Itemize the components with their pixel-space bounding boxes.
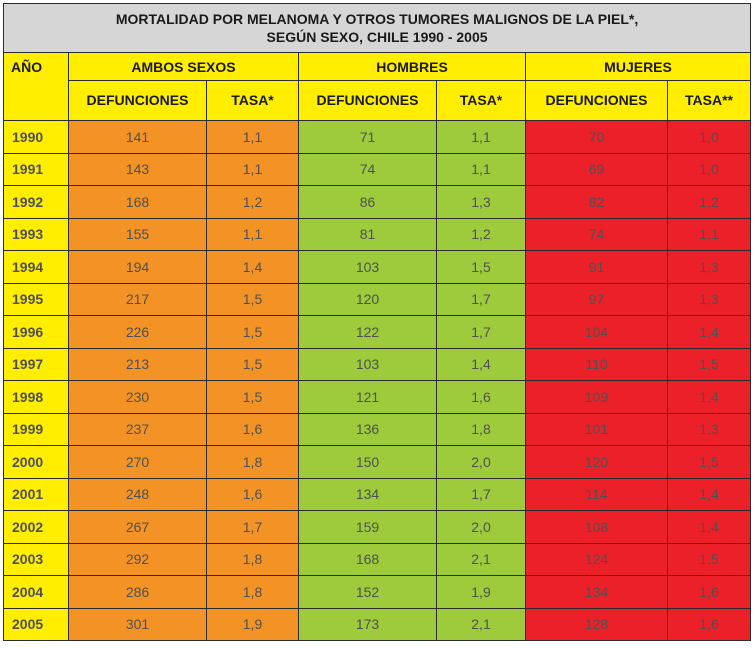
- ambos-tasa-cell: 1,1: [207, 218, 299, 251]
- hombres-defunciones-cell: 103: [299, 251, 437, 284]
- mujeres-tasa-cell: 1,6: [668, 576, 751, 609]
- hombres-defunciones-cell: 159: [299, 511, 437, 544]
- hombres-defunciones-cell: 168: [299, 543, 437, 576]
- year-cell: 1990: [4, 121, 69, 154]
- year-cell: 2001: [4, 478, 69, 511]
- mujeres-tasa-cell: 1,0: [668, 153, 751, 186]
- year-cell: 1992: [4, 186, 69, 219]
- ambos-defunciones-cell: 194: [69, 251, 207, 284]
- mujeres-tasa-cell: 1,1: [668, 218, 751, 251]
- ambos-tasa-cell: 1,4: [207, 251, 299, 284]
- hombres-tasa-cell: 1,6: [437, 381, 526, 414]
- table-row: [4, 153, 751, 186]
- table-row: [4, 348, 751, 381]
- ambos-defunciones-cell: 143: [69, 153, 207, 186]
- ambos-tasa-cell: 1,8: [207, 543, 299, 576]
- ambos-tasa-cell: 1,8: [207, 576, 299, 609]
- hombres-defunciones-cell: 136: [299, 413, 437, 446]
- mujeres-tasa-cell: 1,6: [668, 608, 751, 641]
- mujeres-tasa-cell: 1,4: [668, 381, 751, 414]
- year-cell: 2005: [4, 608, 69, 641]
- table-title-line-2: SEGÚN SEXO, CHILE 1990 - 2005: [266, 29, 488, 45]
- hombres-defunciones-cell: 152: [299, 576, 437, 609]
- hombres-defunciones-cell: 150: [299, 446, 437, 479]
- year-cell: 1999: [4, 413, 69, 446]
- hombres-tasa-cell: 2,1: [437, 543, 526, 576]
- hombres-tasa-cell: 1,5: [437, 251, 526, 284]
- year-column-header: AÑO: [4, 53, 69, 121]
- mujeres-defunciones-cell: 70: [526, 121, 668, 154]
- mujeres-tasa-cell: 1,3: [668, 413, 751, 446]
- hombres-tasa-cell: 2,0: [437, 446, 526, 479]
- year-cell: 1997: [4, 348, 69, 381]
- mujeres-tasa-cell: 1,4: [668, 316, 751, 349]
- ambos-defunciones-cell: 248: [69, 478, 207, 511]
- ambos-tasa-cell: 1,5: [207, 381, 299, 414]
- year-cell: 1993: [4, 218, 69, 251]
- hombres-defunciones-cell: 134: [299, 478, 437, 511]
- ambos-defunciones-cell: 270: [69, 446, 207, 479]
- hombres-defunciones-cell: 173: [299, 608, 437, 641]
- table-row: [4, 381, 751, 414]
- table-row: [4, 576, 751, 609]
- hombres-tasa-cell: 1,1: [437, 153, 526, 186]
- hombres-tasa-cell: 1,3: [437, 186, 526, 219]
- mujeres-defunciones-cell: 108: [526, 511, 668, 544]
- table-row: [4, 251, 751, 284]
- table-row: [4, 608, 751, 641]
- table-title: [4, 4, 751, 53]
- hombres-defunciones-cell: 81: [299, 218, 437, 251]
- ambos-tasa-cell: 1,2: [207, 186, 299, 219]
- hombres-tasa-cell: 1,8: [437, 413, 526, 446]
- ambos-tasa-cell: 1,6: [207, 413, 299, 446]
- mujeres-defunciones-cell: 82: [526, 186, 668, 219]
- ambos-defunciones-cell: 213: [69, 348, 207, 381]
- mujeres-tasa-cell: 1,5: [668, 543, 751, 576]
- year-cell: 2004: [4, 576, 69, 609]
- ambos-defunciones-cell: 168: [69, 186, 207, 219]
- mujeres-tasa-cell: 1,3: [668, 283, 751, 316]
- mortality-table-container: [3, 3, 750, 641]
- ambos-tasa-cell: 1,1: [207, 121, 299, 154]
- mortality-table: [3, 3, 751, 641]
- mujeres-defunciones-cell: 134: [526, 576, 668, 609]
- year-cell: 2002: [4, 511, 69, 544]
- ambos-defunciones-cell: 217: [69, 283, 207, 316]
- hombres-defunciones-cell: 122: [299, 316, 437, 349]
- ambos-tasa-cell: 1,1: [207, 153, 299, 186]
- group-header-hombres: HOMBRES: [299, 53, 526, 81]
- ambos-defunciones-cell: 230: [69, 381, 207, 414]
- year-cell: 1996: [4, 316, 69, 349]
- hombres-tasa-cell: 2,1: [437, 608, 526, 641]
- mujeres-defunciones-cell: 74: [526, 218, 668, 251]
- table-row: [4, 316, 751, 349]
- table-row: [4, 478, 751, 511]
- ambos-tasa-cell: 1,5: [207, 348, 299, 381]
- year-cell: 1995: [4, 283, 69, 316]
- table-row: [4, 543, 751, 576]
- hombres-defunciones-cell: 121: [299, 381, 437, 414]
- table-title-line-1: MORTALIDAD POR MELANOMA Y OTROS TUMORES MALIGNOS DE LA PIEL*,: [115, 11, 639, 27]
- ambos-defunciones-cell: 155: [69, 218, 207, 251]
- subheader-mujeres-defunciones: DEFUNCIONES: [526, 81, 668, 121]
- mujeres-defunciones-cell: 120: [526, 446, 668, 479]
- group-header-mujeres: MUJERES: [526, 53, 751, 81]
- mujeres-defunciones-cell: 104: [526, 316, 668, 349]
- ambos-defunciones-cell: 301: [69, 608, 207, 641]
- ambos-tasa-cell: 1,5: [207, 283, 299, 316]
- table-row: [4, 186, 751, 219]
- ambos-tasa-cell: 1,6: [207, 478, 299, 511]
- mujeres-defunciones-cell: 110: [526, 348, 668, 381]
- hombres-tasa-cell: 1,7: [437, 316, 526, 349]
- mujeres-tasa-cell: 1,3: [668, 251, 751, 284]
- ambos-tasa-cell: 1,7: [207, 511, 299, 544]
- mujeres-defunciones-cell: 114: [526, 478, 668, 511]
- subheader-hombres-defunciones: DEFUNCIONES: [299, 81, 437, 121]
- mujeres-tasa-cell: 1,4: [668, 478, 751, 511]
- hombres-defunciones-cell: 74: [299, 153, 437, 186]
- hombres-defunciones-cell: 86: [299, 186, 437, 219]
- table-row: [4, 446, 751, 479]
- table-row: [4, 283, 751, 316]
- ambos-defunciones-cell: 286: [69, 576, 207, 609]
- subheader-hombres-tasa: TASA*: [437, 81, 526, 121]
- ambos-defunciones-cell: 292: [69, 543, 207, 576]
- table-body: [4, 121, 751, 641]
- mujeres-defunciones-cell: 69: [526, 153, 668, 186]
- hombres-tasa-cell: 1,2: [437, 218, 526, 251]
- ambos-tasa-cell: 1,9: [207, 608, 299, 641]
- hombres-defunciones-cell: 120: [299, 283, 437, 316]
- mujeres-tasa-cell: 1,2: [668, 186, 751, 219]
- mujeres-defunciones-cell: 128: [526, 608, 668, 641]
- hombres-tasa-cell: 1,7: [437, 478, 526, 511]
- hombres-tasa-cell: 1,1: [437, 121, 526, 154]
- ambos-tasa-cell: 1,8: [207, 446, 299, 479]
- hombres-tasa-cell: 1,4: [437, 348, 526, 381]
- ambos-defunciones-cell: 226: [69, 316, 207, 349]
- table-row: [4, 218, 751, 251]
- table-row: [4, 413, 751, 446]
- year-cell: 1998: [4, 381, 69, 414]
- hombres-defunciones-cell: 103: [299, 348, 437, 381]
- table-row: [4, 121, 751, 154]
- subheader-mujeres-tasa: TASA**: [668, 81, 751, 121]
- mujeres-tasa-cell: 1,4: [668, 511, 751, 544]
- mujeres-defunciones-cell: 97: [526, 283, 668, 316]
- mujeres-defunciones-cell: 109: [526, 381, 668, 414]
- ambos-defunciones-cell: 267: [69, 511, 207, 544]
- hombres-tasa-cell: 1,7: [437, 283, 526, 316]
- mujeres-tasa-cell: 1,0: [668, 121, 751, 154]
- mujeres-defunciones-cell: 91: [526, 251, 668, 284]
- mujeres-defunciones-cell: 101: [526, 413, 668, 446]
- hombres-tasa-cell: 1,9: [437, 576, 526, 609]
- mujeres-tasa-cell: 1,5: [668, 446, 751, 479]
- hombres-defunciones-cell: 71: [299, 121, 437, 154]
- group-header-ambos-sexos: AMBOS SEXOS: [69, 53, 299, 81]
- ambos-defunciones-cell: 237: [69, 413, 207, 446]
- ambos-defunciones-cell: 141: [69, 121, 207, 154]
- mujeres-defunciones-cell: 124: [526, 543, 668, 576]
- year-cell: 1994: [4, 251, 69, 284]
- mujeres-tasa-cell: 1,5: [668, 348, 751, 381]
- year-cell: 2000: [4, 446, 69, 479]
- year-cell: 1991: [4, 153, 69, 186]
- subheader-ambos-defunciones: DEFUNCIONES: [69, 81, 207, 121]
- year-cell: 2003: [4, 543, 69, 576]
- subheader-ambos-tasa: TASA*: [207, 81, 299, 121]
- table-row: [4, 511, 751, 544]
- ambos-tasa-cell: 1,5: [207, 316, 299, 349]
- hombres-tasa-cell: 2,0: [437, 511, 526, 544]
